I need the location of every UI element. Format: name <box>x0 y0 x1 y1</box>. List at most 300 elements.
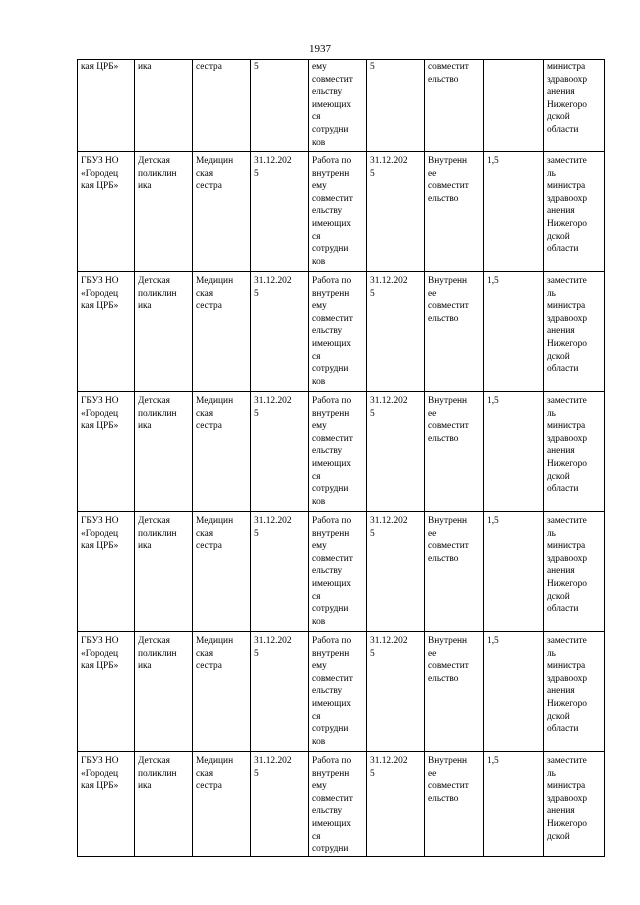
cell-text-line: ему <box>312 781 327 792</box>
cell-text-line: поликлин <box>138 528 177 539</box>
cell-text-line: анения <box>547 686 575 697</box>
cell-text-line: ельству <box>312 206 343 217</box>
signatory-cell <box>544 152 605 272</box>
cell-text-line: 31.12.202 <box>370 636 408 646</box>
cell-text-line: поликлин <box>138 768 177 779</box>
cell-text-line: 5 <box>254 62 259 72</box>
cell-text-line: ельству <box>312 87 343 98</box>
end-date-cell <box>367 60 425 152</box>
cell-text-line: области <box>547 244 579 255</box>
cell-text-line: 5 <box>254 168 259 179</box>
department-cell <box>135 632 193 752</box>
cell-text-line: ль <box>547 768 556 779</box>
rate-cell <box>484 152 544 272</box>
cell-text-line: «Городец <box>81 648 119 659</box>
cell-text-line: Нижегоро <box>547 99 587 110</box>
cell-text-line: 31.12.202 <box>254 276 292 286</box>
page-number: 1937 <box>309 43 331 55</box>
cell-text-line: сестра <box>196 421 222 432</box>
cell-text-line: 31.12.202 <box>370 156 408 166</box>
cell-text-line: сотрудни <box>312 364 349 375</box>
organization-cell <box>78 632 135 752</box>
cell-text-line: министра <box>547 421 586 432</box>
cell-text-line: анения <box>547 446 575 457</box>
cell-text-line: 5 <box>254 648 259 659</box>
cell-text-line: внутренн <box>312 408 350 419</box>
cell-text-line: ельство <box>428 193 459 204</box>
cell-text-line: ельству <box>312 566 343 577</box>
cell-text-line: совместит <box>428 421 469 432</box>
cell-text-line: ская <box>196 768 214 779</box>
cell-text-line: имеющих <box>312 338 352 349</box>
rate-cell <box>484 632 544 752</box>
cell-text-line: внутренн <box>312 528 350 539</box>
cell-text-line: внутренн <box>312 648 350 659</box>
cell-text-line: сестра <box>196 181 222 192</box>
cell-text-line: ельству <box>312 806 343 817</box>
date-cell <box>251 272 309 392</box>
cell-text-line: министра <box>547 62 586 72</box>
position-cell <box>193 60 251 152</box>
cell-text-line: заместите <box>547 156 587 166</box>
cell-text-line: имеющих <box>312 818 352 829</box>
cell-text-line: ее <box>428 288 437 299</box>
cell-text-line: ее <box>428 528 437 539</box>
end-date-cell <box>367 152 425 272</box>
end-date-cell <box>367 272 425 392</box>
cell-text-line: здравоохр <box>547 553 588 564</box>
cell-text-line: совместит <box>312 673 353 684</box>
cell-text-line: дской <box>547 831 570 842</box>
combination-type-cell <box>425 392 484 512</box>
cell-text-line: Работа по <box>312 396 352 406</box>
department-cell <box>135 272 193 392</box>
position-cell <box>193 632 251 752</box>
cell-text-line: Внутренн <box>428 756 468 766</box>
table-row <box>78 752 605 857</box>
cell-text-line: ельству <box>312 686 343 697</box>
table-row <box>78 392 605 512</box>
cell-text-line: «Городец <box>81 168 119 179</box>
cell-text-line: 5 <box>370 62 375 72</box>
cell-text-line: 1,5 <box>487 396 499 406</box>
organization-cell <box>78 752 135 857</box>
cell-text-line: Внутренн <box>428 516 468 526</box>
cell-text-line: здравоохр <box>547 673 588 684</box>
cell-text-line: Работа по <box>312 156 352 166</box>
cell-text-line: Детская <box>138 636 170 646</box>
cell-text-line: 31.12.202 <box>254 636 292 646</box>
cell-text-line: Медицин <box>196 396 234 406</box>
table-row <box>78 60 605 152</box>
rate-cell <box>484 392 544 512</box>
cell-text-line: Работа по <box>312 516 352 526</box>
cell-text-line: сотрудни <box>312 244 349 255</box>
end-date-cell <box>367 752 425 857</box>
work-type-cell <box>309 752 367 857</box>
cell-text-line: Медицин <box>196 756 234 766</box>
cell-text-line: области <box>547 604 579 615</box>
date-cell <box>251 392 309 512</box>
cell-text-line: дской <box>547 711 570 722</box>
cell-text-line: Детская <box>138 396 170 406</box>
cell-text-line: ся <box>312 591 321 602</box>
cell-text-line: ская <box>196 528 214 539</box>
cell-text-line: ика <box>138 181 152 192</box>
cell-text-line: анения <box>547 566 575 577</box>
cell-text-line: ельство <box>428 793 459 804</box>
cell-text-line: ков <box>312 736 326 747</box>
cell-text-line: дской <box>547 471 570 482</box>
cell-text-line: Нижегоро <box>547 458 587 469</box>
organization-cell <box>78 152 135 272</box>
department-cell <box>135 60 193 152</box>
cell-text-line: ль <box>547 408 556 419</box>
cell-text-line: области <box>547 124 579 135</box>
cell-text-line: «Городец <box>81 408 119 419</box>
cell-text-line: совместит <box>312 553 353 564</box>
cell-text-line: ему <box>312 62 327 72</box>
cell-text-line: ков <box>312 137 326 148</box>
cell-text-line: 31.12.202 <box>370 276 408 286</box>
cell-text-line: ему <box>312 181 327 192</box>
cell-text-line: здравоохр <box>547 193 588 204</box>
cell-text-line: здравоохр <box>547 793 588 804</box>
cell-text-line: Работа по <box>312 276 352 286</box>
cell-text-line: 5 <box>254 768 259 779</box>
combination-type-cell <box>425 512 484 632</box>
cell-text-line: 5 <box>254 528 259 539</box>
department-cell <box>135 512 193 632</box>
cell-text-line: 31.12.202 <box>370 756 408 766</box>
cell-text-line: анения <box>547 206 575 217</box>
cell-text-line: Нижегоро <box>547 338 587 349</box>
end-date-cell <box>367 392 425 512</box>
cell-text-line: дской <box>547 112 570 123</box>
cell-text-line: ль <box>547 528 556 539</box>
cell-text-line: «Городец <box>81 768 119 779</box>
cell-text-line: ся <box>312 471 321 482</box>
cell-text-line: 31.12.202 <box>254 756 292 766</box>
cell-text-line: поликлин <box>138 288 177 299</box>
cell-text-line: анения <box>547 87 575 98</box>
cell-text-line: сестра <box>196 781 222 792</box>
cell-text-line: совместит <box>428 541 469 552</box>
signatory-cell <box>544 512 605 632</box>
cell-text-line: ее <box>428 168 437 179</box>
date-cell <box>251 152 309 272</box>
cell-text-line: ся <box>312 231 321 242</box>
cell-text-line: ль <box>547 648 556 659</box>
cell-text-line: здравоохр <box>547 74 588 85</box>
cell-text-line: 5 <box>370 528 375 539</box>
work-type-cell <box>309 152 367 272</box>
cell-text-line: кая ЦРБ» <box>81 181 119 192</box>
cell-text-line: 1,5 <box>487 276 499 286</box>
signatory-cell <box>544 272 605 392</box>
cell-text-line: ельству <box>312 446 343 457</box>
organization-cell <box>78 512 135 632</box>
cell-text-line: ская <box>196 168 214 179</box>
cell-text-line: ика <box>138 781 152 792</box>
date-cell <box>251 60 309 152</box>
cell-text-line: 31.12.202 <box>254 156 292 166</box>
organization-cell <box>78 392 135 512</box>
cell-text-line: ГБУЗ НО <box>81 396 119 406</box>
cell-text-line: здравоохр <box>547 433 588 444</box>
cell-text-line: Медицин <box>196 276 234 286</box>
department-cell <box>135 392 193 512</box>
cell-text-line: ему <box>312 421 327 432</box>
cell-text-line: внутренн <box>312 168 350 179</box>
cell-text-line: Работа по <box>312 756 352 766</box>
combination-type-cell <box>425 752 484 857</box>
cell-text-line: совместит <box>312 193 353 204</box>
organization-cell <box>78 272 135 392</box>
cell-text-line: Внутренн <box>428 156 468 166</box>
cell-text-line: ская <box>196 288 214 299</box>
cell-text-line: сотрудни <box>312 724 349 735</box>
cell-text-line: 31.12.202 <box>254 396 292 406</box>
cell-text-line: совместит <box>428 62 469 72</box>
cell-text-line: ика <box>138 541 152 552</box>
cell-text-line: Детская <box>138 156 170 166</box>
cell-text-line: 31.12.202 <box>370 396 408 406</box>
work-type-cell <box>309 392 367 512</box>
date-cell <box>251 512 309 632</box>
cell-text-line: кая ЦРБ» <box>81 661 119 672</box>
cell-text-line: 5 <box>370 408 375 419</box>
cell-text-line: ская <box>196 648 214 659</box>
cell-text-line: кая ЦРБ» <box>81 301 119 312</box>
table-body <box>78 60 605 857</box>
cell-text-line: кая ЦРБ» <box>81 62 119 72</box>
cell-text-line: 5 <box>254 408 259 419</box>
cell-text-line: сотрудни <box>312 844 349 855</box>
signatory-cell <box>544 60 605 152</box>
work-type-cell <box>309 632 367 752</box>
cell-text-line: 5 <box>370 768 375 779</box>
cell-text-line: «Городец <box>81 528 119 539</box>
cell-text-line: внутренн <box>312 288 350 299</box>
combination-type-cell <box>425 632 484 752</box>
cell-text-line: министра <box>547 541 586 552</box>
cell-text-line: Нижегоро <box>547 218 587 229</box>
cell-text-line: ся <box>312 831 321 842</box>
signatory-cell <box>544 752 605 857</box>
cell-text-line: поликлин <box>138 168 177 179</box>
cell-text-line: ему <box>312 301 327 312</box>
cell-text-line: Нижегоро <box>547 698 587 709</box>
cell-text-line: 5 <box>254 288 259 299</box>
cell-text-line: ГБУЗ НО <box>81 516 119 526</box>
cell-text-line: сестра <box>196 661 222 672</box>
signatory-cell <box>544 392 605 512</box>
cell-text-line: ему <box>312 541 327 552</box>
cell-text-line: 5 <box>370 288 375 299</box>
cell-text-line: ль <box>547 168 556 179</box>
cell-text-line: совместит <box>428 181 469 192</box>
cell-text-line: 31.12.202 <box>254 516 292 526</box>
cell-text-line: здравоохр <box>547 313 588 324</box>
date-cell <box>251 632 309 752</box>
cell-text-line: ика <box>138 62 152 72</box>
cell-text-line: ГБУЗ НО <box>81 276 119 286</box>
cell-text-line: заместите <box>547 636 587 646</box>
cell-text-line: 31.12.202 <box>370 516 408 526</box>
cell-text-line: Медицин <box>196 156 234 166</box>
position-cell <box>193 752 251 857</box>
cell-text-line: ГБУЗ НО <box>81 636 119 646</box>
cell-text-line: дской <box>547 591 570 602</box>
work-type-cell <box>309 272 367 392</box>
cell-text-line: заместите <box>547 276 587 286</box>
cell-text-line: кая ЦРБ» <box>81 421 119 432</box>
cell-text-line: сестра <box>196 301 222 312</box>
cell-text-line: дской <box>547 351 570 362</box>
cell-text-line: кая ЦРБ» <box>81 541 119 552</box>
organization-cell <box>78 60 135 152</box>
cell-text-line: сотрудни <box>312 124 349 135</box>
cell-text-line: области <box>547 724 579 735</box>
cell-text-line: «Городец <box>81 288 119 299</box>
department-cell <box>135 752 193 857</box>
cell-text-line: 1,5 <box>487 156 499 166</box>
cell-text-line: ельство <box>428 74 459 85</box>
cell-text-line: Внутренн <box>428 396 468 406</box>
cell-text-line: 5 <box>370 648 375 659</box>
cell-text-line: Внутренн <box>428 636 468 646</box>
cell-text-line: ль <box>547 288 556 299</box>
end-date-cell <box>367 512 425 632</box>
cell-text-line: ская <box>196 408 214 419</box>
cell-text-line: заместите <box>547 516 587 526</box>
cell-text-line: сотрудни <box>312 484 349 495</box>
cell-text-line: министра <box>547 781 586 792</box>
cell-text-line: анения <box>547 326 575 337</box>
cell-text-line: совместит <box>312 74 353 85</box>
cell-text-line: 1,5 <box>487 756 499 766</box>
cell-text-line: ельство <box>428 553 459 564</box>
cell-text-line: Нижегоро <box>547 818 587 829</box>
cell-text-line: Внутренн <box>428 276 468 286</box>
cell-text-line: 5 <box>370 168 375 179</box>
cell-text-line: ельству <box>312 326 343 337</box>
table-row <box>78 272 605 392</box>
cell-text-line: ее <box>428 408 437 419</box>
cell-text-line: 1,5 <box>487 516 499 526</box>
cell-text-line: ся <box>312 711 321 722</box>
cell-text-line: 1,5 <box>487 636 499 646</box>
cell-text-line: ков <box>312 496 326 507</box>
cell-text-line: ков <box>312 256 326 267</box>
cell-text-line: заместите <box>547 396 587 406</box>
table-row <box>78 152 605 272</box>
cell-text-line: ика <box>138 421 152 432</box>
cell-text-line: совместит <box>312 433 353 444</box>
table-row <box>78 512 605 632</box>
rate-cell <box>484 60 544 152</box>
cell-text-line: ГБУЗ НО <box>81 756 119 766</box>
cell-text-line: сотрудни <box>312 604 349 615</box>
position-cell <box>193 272 251 392</box>
work-type-cell <box>309 512 367 632</box>
cell-text-line: ся <box>312 351 321 362</box>
date-cell <box>251 752 309 857</box>
cell-text-line: ельство <box>428 673 459 684</box>
cell-text-line: имеющих <box>312 698 352 709</box>
cell-text-line: имеющих <box>312 218 352 229</box>
rate-cell <box>484 272 544 392</box>
cell-text-line: области <box>547 364 579 375</box>
cell-text-line: анения <box>547 806 575 817</box>
cell-text-line: Детская <box>138 516 170 526</box>
staff-table <box>77 59 605 857</box>
position-cell <box>193 152 251 272</box>
cell-text-line: ика <box>138 301 152 312</box>
cell-text-line: ГБУЗ НО <box>81 156 119 166</box>
cell-text-line: ее <box>428 768 437 779</box>
cell-text-line: имеющих <box>312 458 352 469</box>
cell-text-line: министра <box>547 181 586 192</box>
position-cell <box>193 392 251 512</box>
combination-type-cell <box>425 60 484 152</box>
cell-text-line: ему <box>312 661 327 672</box>
rate-cell <box>484 752 544 857</box>
cell-text-line: Детская <box>138 276 170 286</box>
cell-text-line: сестра <box>196 541 222 552</box>
cell-text-line: совместит <box>428 661 469 672</box>
combination-type-cell <box>425 272 484 392</box>
cell-text-line: совместит <box>428 301 469 312</box>
cell-text-line: ельство <box>428 313 459 324</box>
cell-text-line: поликлин <box>138 648 177 659</box>
cell-text-line: заместите <box>547 756 587 766</box>
cell-text-line: Работа по <box>312 636 352 646</box>
cell-text-line: совместит <box>428 781 469 792</box>
cell-text-line: имеющих <box>312 578 352 589</box>
cell-text-line: сестра <box>196 62 222 72</box>
work-type-cell <box>309 60 367 152</box>
cell-text-line: имеющих <box>312 99 352 110</box>
cell-text-line: Медицин <box>196 516 234 526</box>
cell-text-line: Нижегоро <box>547 578 587 589</box>
cell-text-line: внутренн <box>312 768 350 779</box>
rate-cell <box>484 512 544 632</box>
department-cell <box>135 152 193 272</box>
cell-text-line: ельство <box>428 433 459 444</box>
cell-text-line: ков <box>312 376 326 387</box>
cell-text-line: министра <box>547 661 586 672</box>
cell-text-line: области <box>547 484 579 495</box>
cell-text-line: дской <box>547 231 570 242</box>
cell-text-line: совместит <box>312 793 353 804</box>
cell-text-line: ика <box>138 661 152 672</box>
signatory-cell <box>544 632 605 752</box>
cell-text-line: Детская <box>138 756 170 766</box>
cell-text-line: ся <box>312 112 321 123</box>
cell-text-line: совместит <box>312 313 353 324</box>
combination-type-cell <box>425 152 484 272</box>
cell-text-line: кая ЦРБ» <box>81 781 119 792</box>
cell-text-line: поликлин <box>138 408 177 419</box>
position-cell <box>193 512 251 632</box>
cell-text-line: ков <box>312 616 326 627</box>
cell-text-line: Медицин <box>196 636 234 646</box>
end-date-cell <box>367 632 425 752</box>
cell-text-line: ее <box>428 648 437 659</box>
cell-text-line: министра <box>547 301 586 312</box>
